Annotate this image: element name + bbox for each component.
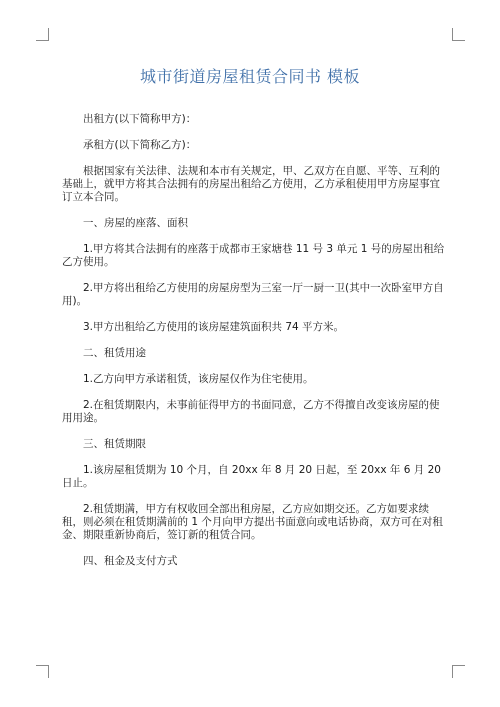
crop-mark-top-right: [452, 28, 465, 41]
clause-2-2: 2.在租赁期限内，未事前征得甲方的书面同意，乙方不得擅自改变该房屋的使用用途。: [62, 399, 440, 424]
crop-mark-bottom-right: [452, 665, 465, 678]
section-heading-location: 一、房屋的座落、面积: [83, 217, 188, 229]
document-title: 城市街道房屋租赁合同书 模板: [139, 67, 361, 86]
section-heading-purpose: 二、租赁用途: [83, 347, 146, 359]
crop-mark-top-left: [36, 28, 49, 41]
clause-1-1: 1.甲方将其合法拥有的座落于成都市王家塘巷 11 号 3 单元 1 号的房屋出租给乙方使用。: [62, 243, 445, 268]
lessor-line: 出租方(以下简称甲方)：: [83, 113, 197, 125]
preamble-paragraph: 根据国家有关法律、法规和本市有关规定，甲、乙双方在自愿、平等、互利的基础上，就甲方将其合法拥有的房屋出租给乙方使用，乙方承租使用甲方房屋事宜订立本合同。: [62, 165, 440, 203]
section-heading-term: 三、租赁期限: [83, 438, 146, 450]
clause-1-3: 3.甲方出租给乙方使用的该房屋建筑面积共 74 平方米。: [83, 321, 345, 333]
document-body: [62, 113, 447, 581]
clause-2-1: 1.乙方向甲方承诺租赁，该房屋仅作为住宅使用。: [83, 373, 314, 385]
clause-3-2: 2.租赁期满，甲方有权收回全部出租房屋，乙方应如期交还。乙方如要求续租，则必须在租赁期满前的 1 个月向甲方提出书面意向或电话协商，双方可在对租金、期限重新协商后，签订新的租赁合同。: [62, 503, 443, 541]
crop-mark-bottom-left: [36, 665, 49, 678]
lessee-line: 承租方(以下简称乙方)：: [83, 139, 197, 151]
clause-1-2: 2.甲方将出租给乙方使用的房屋房型为三室一厅一厨一卫(其中一次卧室甲方自用)。: [62, 282, 444, 307]
clause-3-1: 1.该房屋租赁期为 10 个月，自 20xx 年 8 月 20 日起，至 20xx 年 6 月 20 日止。: [62, 464, 441, 489]
section-heading-rent: 四、租金及支付方式: [83, 555, 178, 567]
